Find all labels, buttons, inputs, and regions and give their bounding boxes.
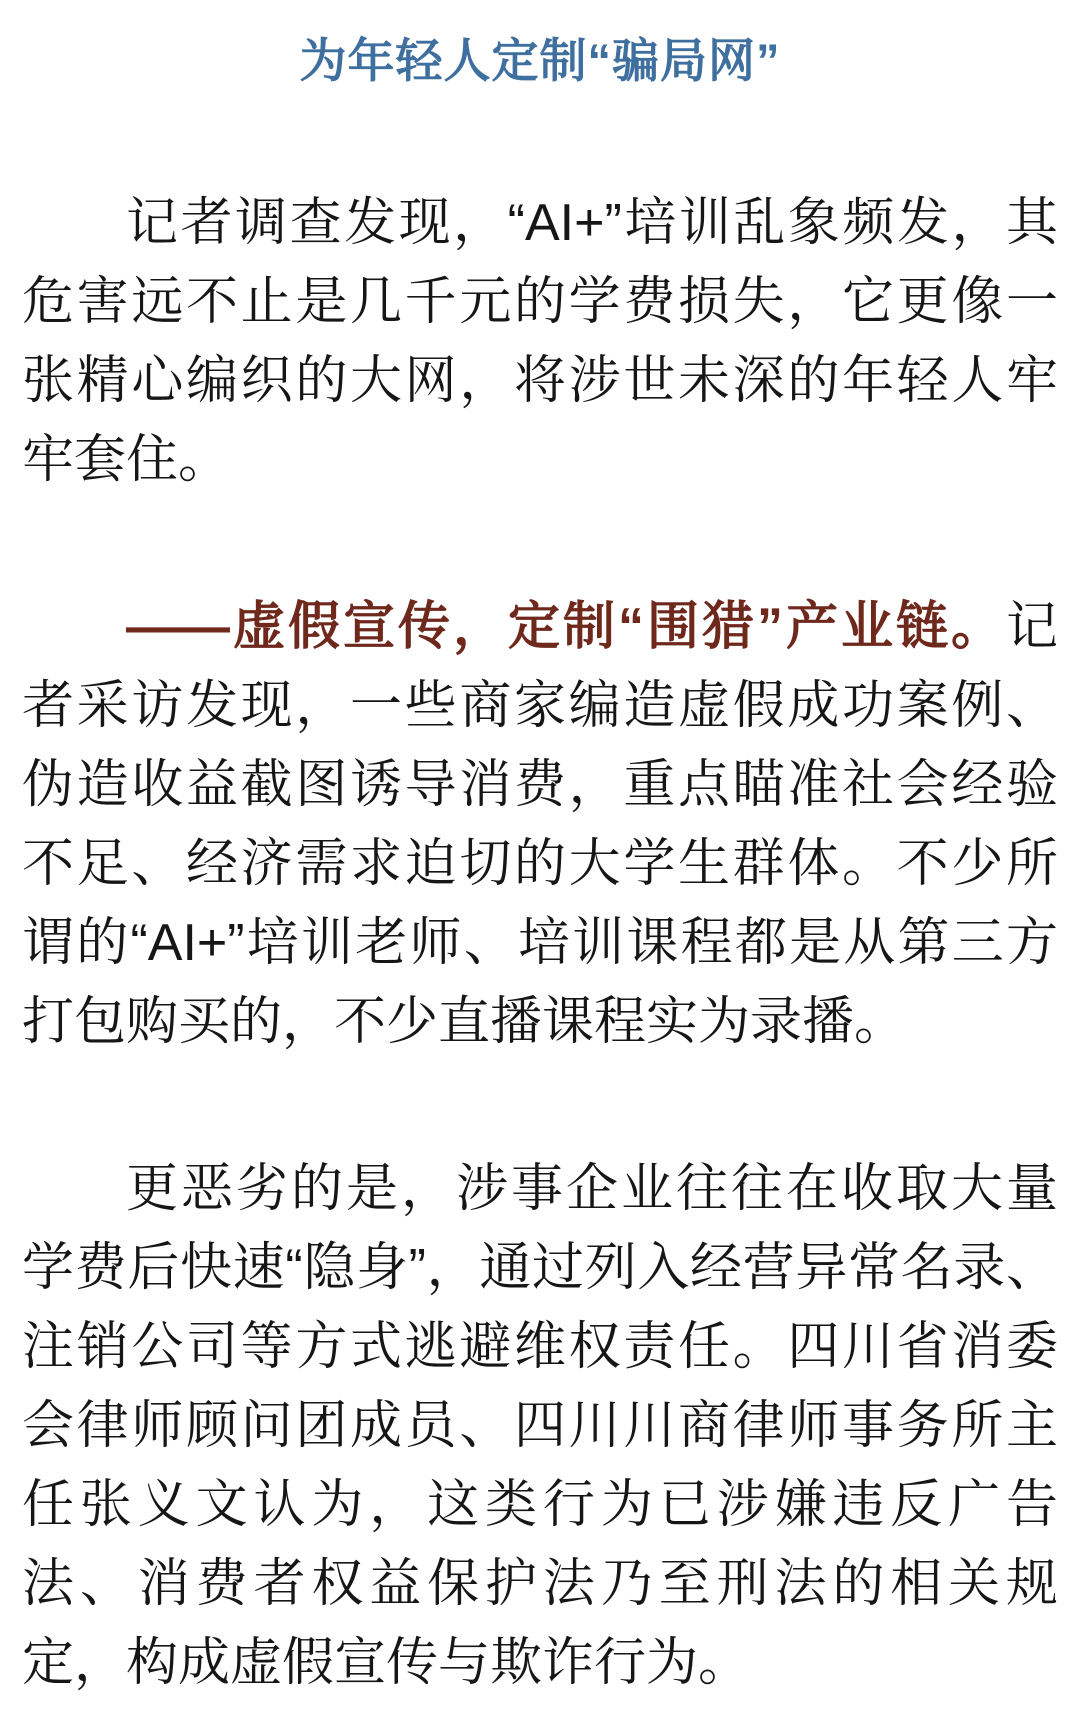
- paragraph-text: 记者采访发现，一些商家编造虚假成功案例、伪造收益截图诱导消费，重点瞄准社会经验不足、经济需求迫切的大学生群体。不少所谓的“AI+”培训老师、培训课程都是从第三方打包购买的，不少直播课程实为录播。: [22, 598, 1058, 1051]
- paragraph: [22, 1150, 1058, 1703]
- paragraph-lead-emphasis: ——虚假宣传，定制“围猎”产业链。: [126, 598, 1006, 656]
- article-title: 为年轻人定制“骗局网”: [299, 34, 781, 87]
- paragraph: [22, 588, 1058, 1062]
- paragraph: [22, 184, 1058, 500]
- paragraph-text: 记者调查发现，“AI+”培训乱象频发，其危害远不止是几千元的学费损失，它更像一张精心编织的大网，将涉世未深的年轻人牢牢套住。: [22, 194, 1058, 489]
- paragraph-text: 更恶劣的是，涉事企业往往在收取大量学费后快速“隐身”，通过列入经营异常名录、注销公司等方式逃避维权责任。四川省消委会律师顾问团成员、四川川商律师事务所主任张义文认为，这类行为已涉嫌违反广告法、消费者权益保护法乃至刑法的相关规定，构成虚假宣传与欺诈行为。: [22, 1160, 1058, 1692]
